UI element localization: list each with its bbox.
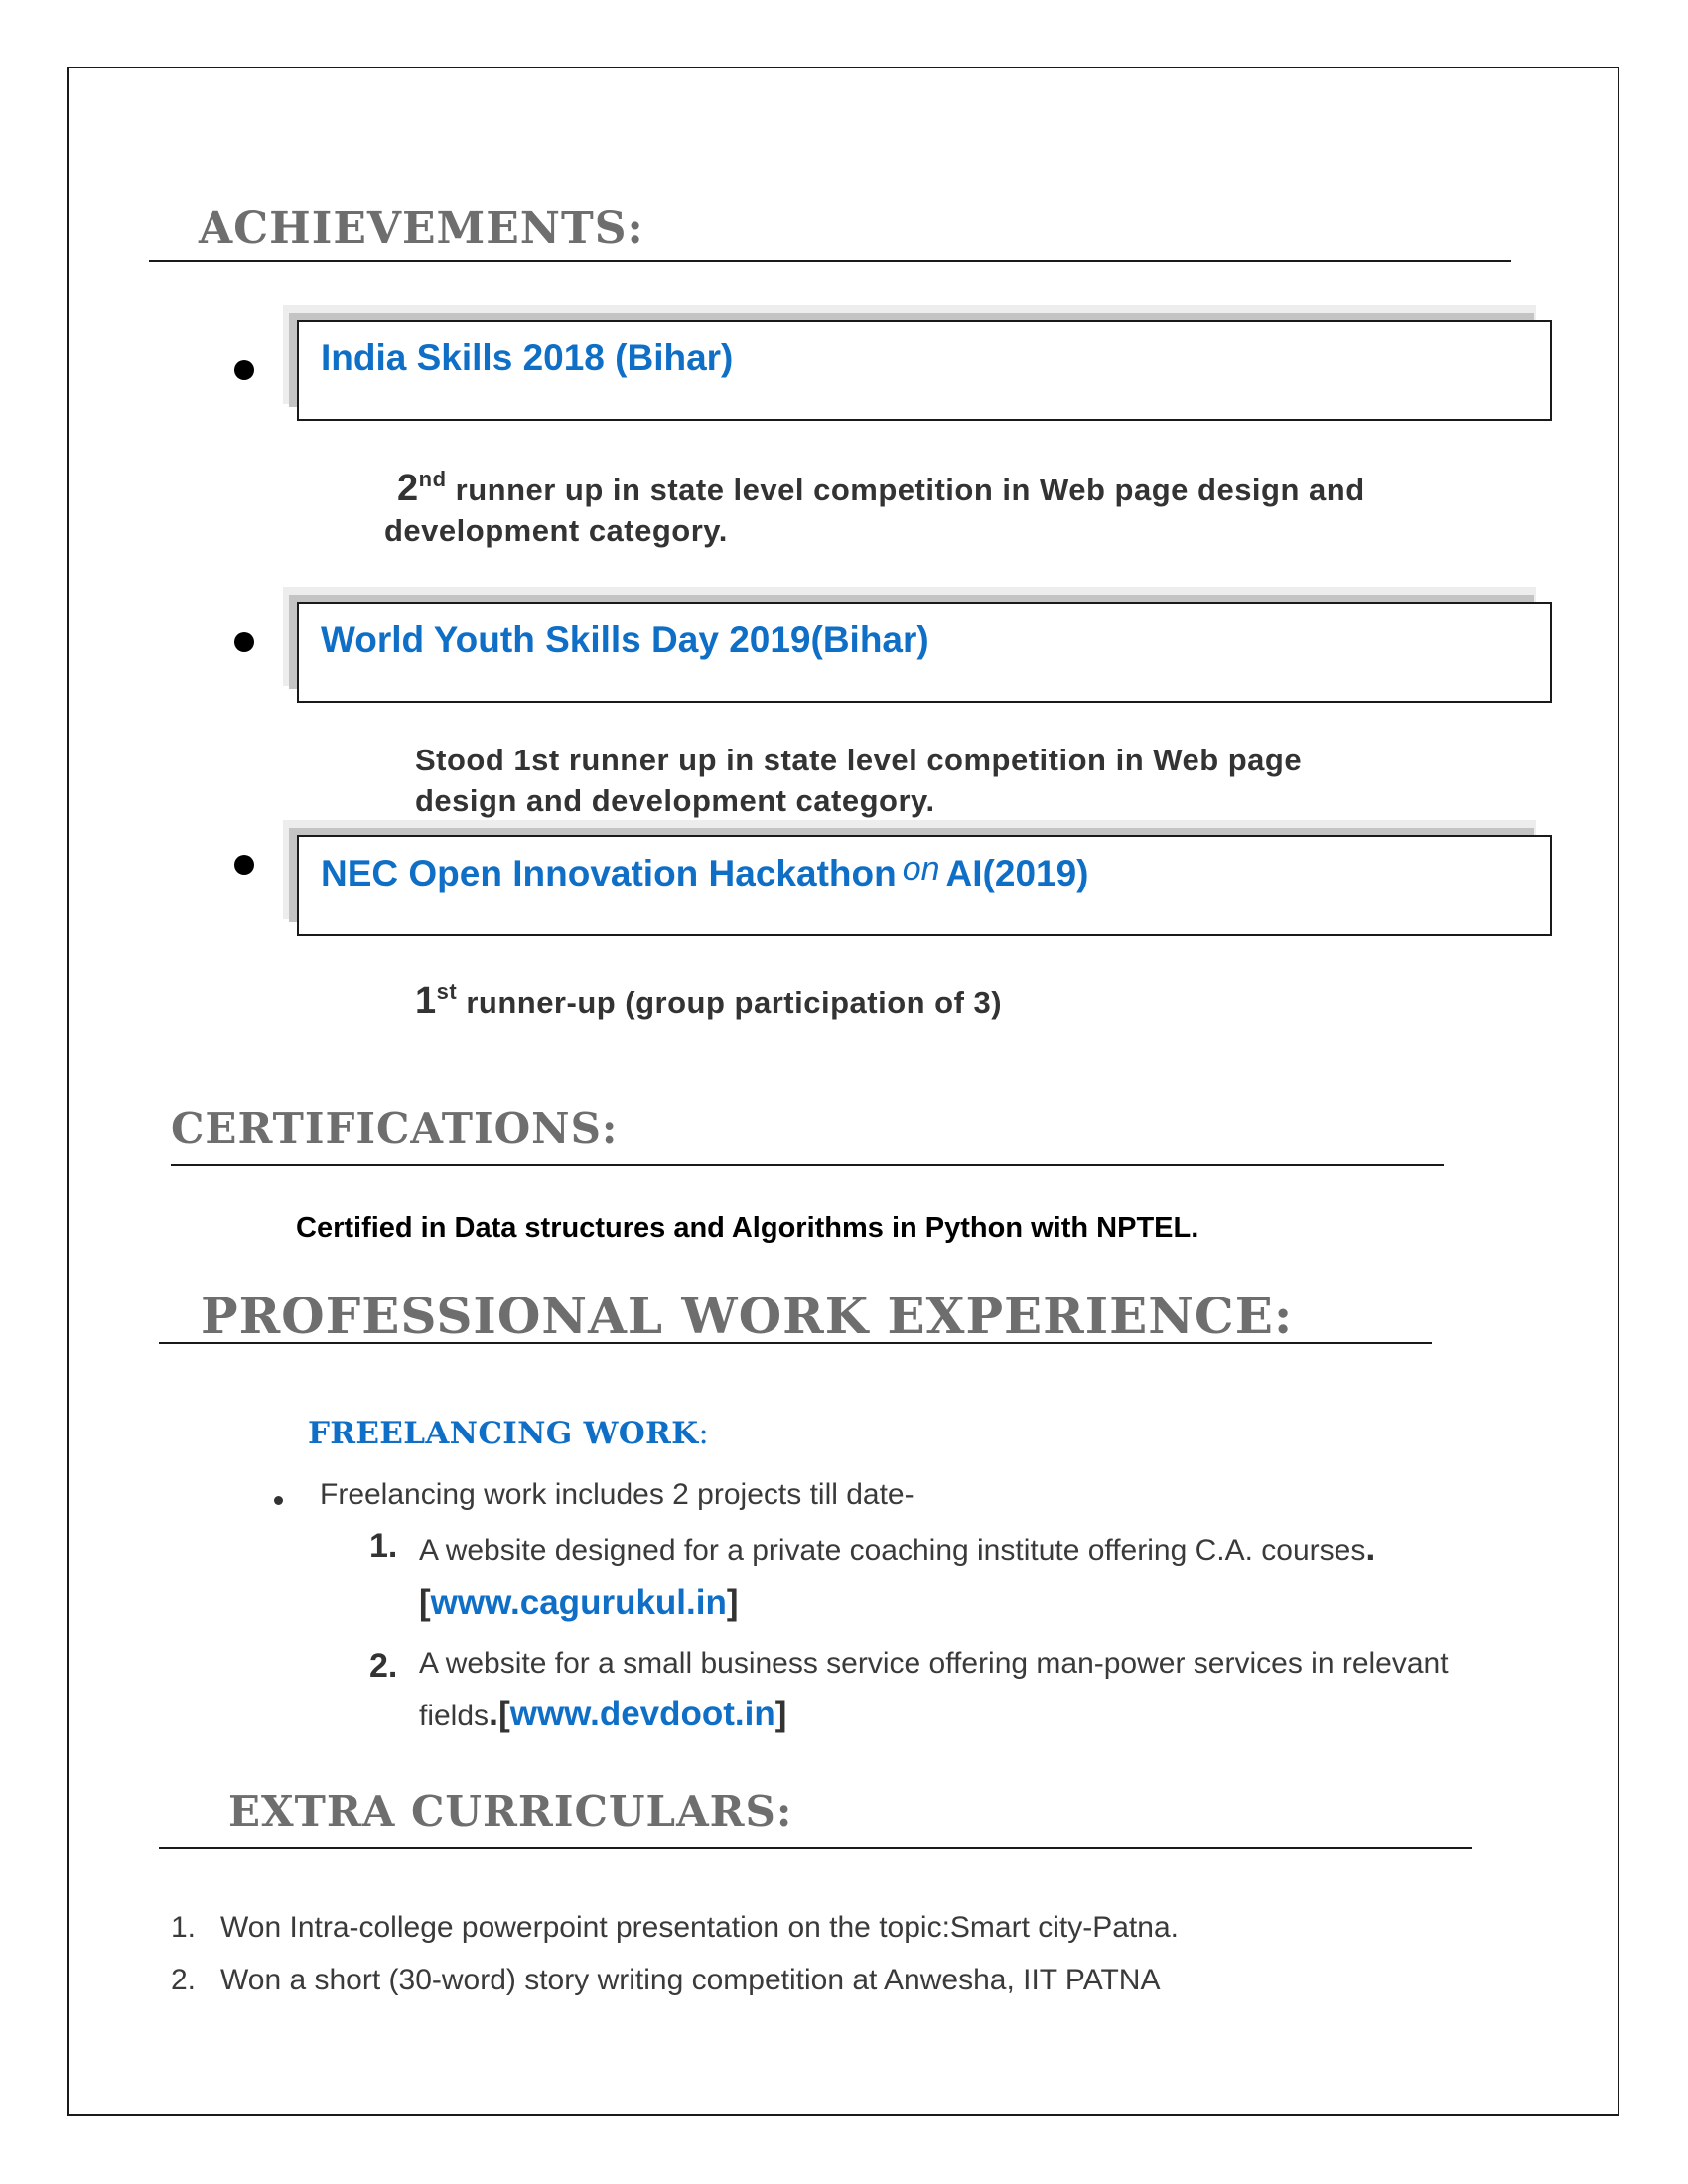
project-number: 2. — [369, 1647, 398, 1685]
achievement-title-box — [297, 602, 1552, 703]
project-number: 1. — [369, 1527, 398, 1565]
cagurukul-link[interactable]: www.cagurukul.in — [430, 1583, 727, 1622]
certification-text: Certified in Data structures and Algorithms in Python with NPTEL. — [296, 1212, 1199, 1244]
project-link-line: [www.cagurukul.in] — [419, 1583, 739, 1622]
achievements-heading: ACHIEVEMENTS: — [199, 204, 644, 254]
extra-item-number: 1. — [171, 1911, 197, 1944]
achievement-title: India Skills 2018 (Bihar) — [321, 338, 734, 378]
extra-item: Won Intra-college powerpoint presentation on the topic:Smart city-Patna. — [220, 1911, 1179, 1944]
achievement-title: NEC Open Innovation Hackathon on AI(2019) — [321, 850, 1089, 893]
bullet-icon — [274, 1496, 283, 1505]
achievement-title: World Youth Skills Day 2019(Bihar) — [321, 619, 929, 660]
achievement-title-box — [297, 835, 1552, 936]
experience-heading: PROFESSIONAL WORK EXPERIENCE: — [201, 1287, 1294, 1345]
extra-item: Won a short (30-word) story writing competition at Anwesha, IIT PATNA — [220, 1964, 1161, 1996]
freelancing-subheading: FREELANCING WORK: — [308, 1416, 710, 1451]
certifications-rule — [171, 1164, 1444, 1166]
achievement-description: 2nd runner up in state level competition in Web page design and development category. — [384, 467, 1365, 548]
project-description: A website designed for a private coaching institute offering C.A. courses. — [419, 1527, 1376, 1568]
achievements-rule — [149, 260, 1511, 262]
bullet-icon — [234, 632, 254, 652]
certifications-heading: CERTIFICATIONS: — [171, 1104, 619, 1153]
bullet-icon — [234, 360, 254, 380]
extra-rule — [159, 1847, 1472, 1849]
achievement-description: Stood 1st runner up in state level competition in Web page design and development category. — [415, 743, 1303, 818]
project-description: A website for a small business service offering man-power services in relevant — [419, 1647, 1449, 1680]
bullet-icon — [234, 855, 254, 875]
experience-rule — [159, 1342, 1432, 1344]
devdoot-link[interactable]: www.devdoot.in — [509, 1695, 775, 1733]
freelancing-intro: Freelancing work includes 2 projects till date- — [320, 1478, 914, 1511]
extra-item-number: 2. — [171, 1964, 197, 1996]
achievement-title-box — [297, 320, 1552, 421]
extra-heading: EXTRA CURRICULARS: — [228, 1787, 793, 1836]
achievement-description: 1st runner-up (group participation of 3) — [415, 979, 1003, 1022]
project-link-line: fields.[www.devdoot.in] — [419, 1693, 787, 1733]
